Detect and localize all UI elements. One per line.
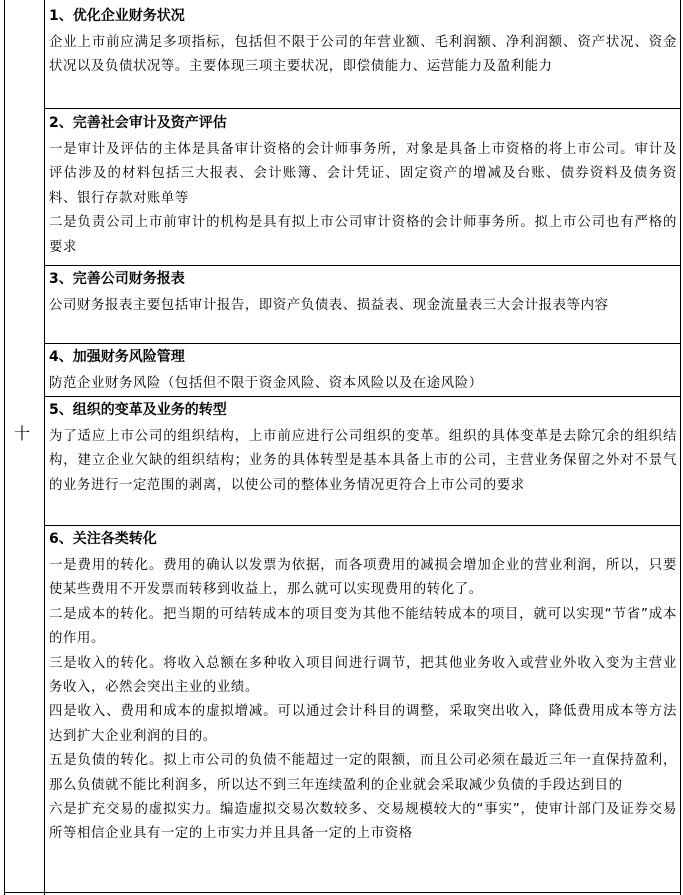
section-financial-statements <box>49 270 677 318</box>
section-paragraph: 二是成本的转化。把当期的可结转成本的项目变为其他不能结转成本的项目，就可以实现“节省”成本的作用。 <box>49 606 677 647</box>
section-title: 2、完善社会审计及资产评估 <box>49 115 227 131</box>
section-title: 4、加强财务风险管理 <box>49 349 185 365</box>
table-column-divider <box>44 0 45 895</box>
section-paragraph: 六是扩充交易的虚拟实力。编造虚拟交易次数较多、交易规模较大的“事实”，使审计部门及证券交易所等相信企业具有一定的上市实力并且具备一定的上市资格 <box>49 802 677 842</box>
section-paragraph: 公司财务报表主要包括审计报告，即资产负债表、损益表、现金流量表三大会计报表等内容 <box>49 298 609 313</box>
table-border-bottom <box>4 892 681 893</box>
section-financial-status <box>49 7 677 80</box>
section-title: 3、完善公司财务报表 <box>49 271 185 287</box>
section-paragraph: 二是负责公司上市前审计的机构是具有拟上市公司审计资格的会计师事务所。拟上市公司也有严格的要求 <box>49 215 677 255</box>
section-paragraph: 三是收入的转化。将收入总额在多种收入项目间进行调节，把其他业务收入或营业外收入变为主营业务收入，必然会突出主业的业绩。 <box>49 655 677 696</box>
row-divider <box>44 108 681 109</box>
row-divider <box>44 525 681 526</box>
section-paragraph: 五是负债的转化。拟上市公司的负债不能超过一定的限额，而且公司必须在最近三年一直保持盈利，那么负债就不能比利润多，所以达不到三年连续盈利的企业就会采取减少负债的手段达到目的 <box>49 753 677 793</box>
table-border-left <box>4 0 5 895</box>
section-organization-transformation <box>49 401 677 498</box>
section-title: 5、组织的变革及业务的转型 <box>49 402 227 418</box>
section-paragraph: 为了适应上市公司的组织结构，上市前应进行公司组织的变革。组织的具体变革是去除冗余的组织结构，建立企业欠缺的组织结构；业务的具体转型是基本具备上市的公司，主营业务保留之外对不景气的业务进行一定范围的剥离，以使公司的整体业务情况更符合上市公司的要求 <box>49 429 677 493</box>
section-title: 6、关注各类转化 <box>49 531 157 547</box>
table-border-right <box>680 0 681 895</box>
section-paragraph: 一是费用的转化。费用的确认以发票为依据，而各项费用的减损会增加企业的营业利润，所以，只要使某些费用不开发票而转移到收益上，那么就可以实现费用的转化了。 <box>49 558 677 598</box>
section-audit-evaluation <box>49 114 677 260</box>
row-number: 十 <box>14 424 31 443</box>
section-risk-management <box>49 348 677 396</box>
row-divider <box>44 343 681 344</box>
section-title: 1、优化企业财务状况 <box>49 8 185 24</box>
section-paragraph: 防范企业财务风险（包括但不限于资金风险、资本风险以及在途风险） <box>49 376 483 391</box>
section-paragraph: 一是审计及评估的主体是具备审计资格的会计师事务所，对象是具备上市资格的将上市公司。审计及评估涉及的材料包括三大报表、会计账簿、会计凭证、固定资产的增减及台账、债券资料及债务资料、银行存款对账单等 <box>49 142 677 206</box>
row-divider <box>44 265 681 266</box>
section-paragraph: 企业上市前应满足多项指标，包括但不限于公司的年营业额、毛利润额、净利润额、资产状况、资金状况以及负债状况等。主要体现三项主要状况，即偿债能力、运营能力及盈利能力 <box>49 35 677 75</box>
section-conversions <box>49 530 677 847</box>
section-paragraph: 四是收入、费用和成本的虚拟增减。可以通过会计科目的调整，采取突出收入，降低费用成本等方法达到扩大企业利润的目的。 <box>49 704 677 744</box>
